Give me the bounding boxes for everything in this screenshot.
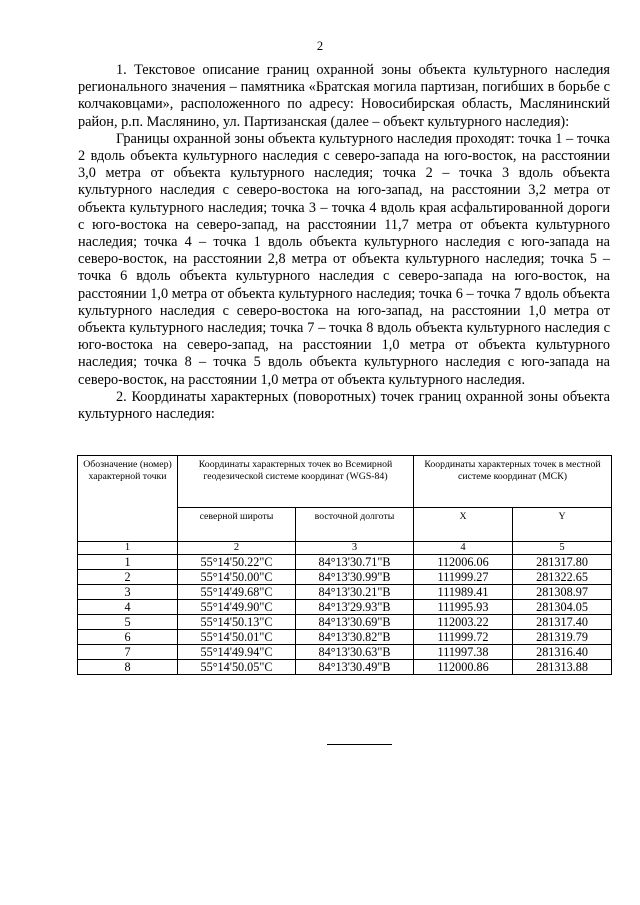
header-east-longitude: восточной долготы [296, 508, 414, 542]
paragraph-description-intro: 1. Текстовое описание границ охранной зоны объекта культурного наследия регионального значения – памятника «Братская могила партизан, погибших в борьбе с колчаковцами», расположенного по адресу: Новосибирская область, Маслянинский район, р.п. Маслянино, ул. Партизанская (далее – объект культурного наследия): [78, 62, 610, 130]
table-row [78, 570, 612, 585]
cell-x: 111997.38 [414, 645, 513, 660]
column-number: 1 [78, 542, 178, 555]
cell-point-number: 3 [78, 585, 178, 600]
cell-y: 281317.40 [513, 615, 612, 630]
cell-x: 111999.27 [414, 570, 513, 585]
cell-longitude: 84°13'29.93"В [296, 600, 414, 615]
cell-point-number: 5 [78, 615, 178, 630]
cell-point-number: 4 [78, 600, 178, 615]
cell-longitude: 84°13'30.69"В [296, 615, 414, 630]
cell-latitude: 55°14'50.01"С [178, 630, 296, 645]
cell-latitude: 55°14'50.13"С [178, 615, 296, 630]
column-number: 5 [513, 542, 612, 555]
cell-longitude: 84°13'30.21"В [296, 585, 414, 600]
cell-latitude: 55°14'50.00"С [178, 570, 296, 585]
cell-x: 112003.22 [414, 615, 513, 630]
cell-point-number: 8 [78, 660, 178, 675]
table-row [78, 555, 612, 570]
cell-latitude: 55°14'49.90"С [178, 600, 296, 615]
header-point-designation: Обозначение (номер) характерной точки [78, 456, 178, 542]
table-row [78, 630, 612, 645]
header-wgs-group: Координаты характерных точек во Всемирной геодезической системе координат (WGS-84) [178, 456, 414, 508]
cell-x: 111995.93 [414, 600, 513, 615]
table-column-numbers-row [78, 542, 612, 555]
cell-y: 281304.05 [513, 600, 612, 615]
cell-longitude: 84°13'30.82"В [296, 630, 414, 645]
paragraph-coordinates-intro: 2. Координаты характерных (поворотных) точек границ охранной зоны объекта культурного наследия: [78, 388, 610, 423]
closing-separator-line [327, 744, 392, 745]
cell-longitude: 84°13'30.49"В [296, 660, 414, 675]
cell-latitude: 55°14'50.05"С [178, 660, 296, 675]
table-row [78, 585, 612, 600]
header-y: Y [513, 508, 612, 542]
cell-x: 112000.86 [414, 660, 513, 675]
cell-latitude: 55°14'49.68"С [178, 585, 296, 600]
column-number: 2 [178, 542, 296, 555]
coordinates-table [77, 455, 612, 675]
cell-point-number: 2 [78, 570, 178, 585]
cell-y: 281317.80 [513, 555, 612, 570]
cell-y: 281313.88 [513, 660, 612, 675]
cell-x: 111989.41 [414, 585, 513, 600]
table-row [78, 660, 612, 675]
header-north-latitude: северной широты [178, 508, 296, 542]
cell-point-number: 6 [78, 630, 178, 645]
table-header-row [78, 456, 612, 508]
cell-x: 111999.72 [414, 630, 513, 645]
column-number: 3 [296, 542, 414, 555]
cell-latitude: 55°14'50.22"С [178, 555, 296, 570]
column-number: 4 [414, 542, 513, 555]
table-row [78, 600, 612, 615]
cell-longitude: 84°13'30.63"В [296, 645, 414, 660]
paragraph-boundaries: Границы охранной зоны объекта культурного наследия проходят: точка 1 – точка 2 вдоль объекта культурного наследия с северо-запада на юго-восток, на расстоянии 3,0 метра от объекта культурного наследия; точка 2 – точка 3 вдоль объекта культурного наследия с северо-востока на юго-запад, на расстоянии 3,2 метра от объекта культурного наследия; точка 3 – точка 4 вдоль края асфальтированной дороги с юго-востока на северо-запад, на расстоянии 11,7 метра от объекта культурного наследия; точка 4 – точка 1 вдоль объекта культурного наследия с юго-запада на северо-восток, на расстоянии 2,8 метра от объекта культурного наследия; точка 5 – точка 6 вдоль объекта культурного наследия с северо-запада на юго-восток, на расстоянии 1,0 метра от объекта культурного наследия; точка 6 – точка 7 вдоль объекта культурного наследия с северо-востока на юго-запад, на расстоянии 1,0 метра от объекта культурного наследия; точка 7 – точка 8 вдоль объекта культурного наследия с юго-востока на северо-запад, на расстоянии 1,0 метра от объекта культурного наследия; точка 8 – точка 5 вдоль объекта культурного наследия с юго-запада на северо-восток, на расстоянии 1,0 метра от объекта культурного наследия. [78, 130, 610, 388]
cell-point-number: 7 [78, 645, 178, 660]
body-text [78, 62, 610, 423]
table-row [78, 645, 612, 660]
cell-longitude: 84°13'30.71"В [296, 555, 414, 570]
header-x: X [414, 508, 513, 542]
cell-point-number: 1 [78, 555, 178, 570]
cell-longitude: 84°13'30.99"В [296, 570, 414, 585]
cell-y: 281322.65 [513, 570, 612, 585]
page-number: 2 [316, 39, 324, 53]
cell-y: 281308.97 [513, 585, 612, 600]
cell-y: 281319.79 [513, 630, 612, 645]
cell-x: 112006.06 [414, 555, 513, 570]
cell-latitude: 55°14'49.94"С [178, 645, 296, 660]
header-msk-group: Координаты характерных точек в местной системе координат (МСК) [414, 456, 612, 508]
table-row [78, 615, 612, 630]
cell-y: 281316.40 [513, 645, 612, 660]
